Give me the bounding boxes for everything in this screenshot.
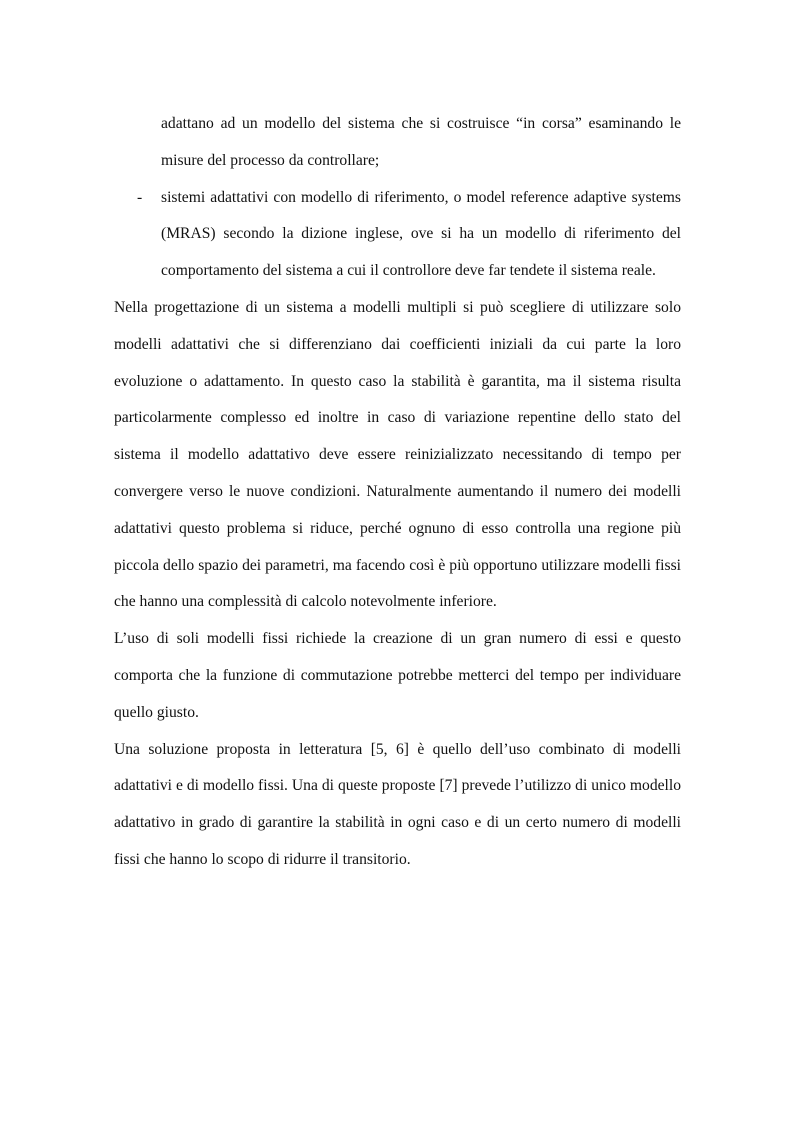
list-item bbox=[114, 180, 681, 290]
paragraph-fixed-models: L’uso di soli modelli fissi richiede la creazione di un gran numero di essi e questo comporta che la funzione di commutazione potrebbe metterci del tempo per individuare quello giusto. bbox=[114, 630, 681, 721]
list-item-continuation: adattano ad un modello del sistema che si costruisce “in corsa” esaminando le misure del processo da controllare; bbox=[161, 115, 681, 169]
page-body bbox=[114, 106, 681, 879]
list-item-text: sistemi adattativi con modello di riferimento, o model reference adaptive systems (MRAS) secondo la dizione inglese, ove si ha un modello di riferimento del comportamento del sistema a cui il controllore deve far tendete il sistema reale. bbox=[161, 188, 681, 280]
paragraph-multiple-models: Nella progettazione di un sistema a modelli multipli si può scegliere di utilizzare solo modelli adattativi che si differenziano dai coefficienti iniziali da cui parte la loro evoluzione o adattamento. In questo caso la stabilità è garantita, ma il sistema risulta particolarmente complesso ed inoltre in caso di variazione repentine dello stato del sistema il modello adattativo deve essere reinizializzato necessitando di tempo per convergere verso le nuove condizioni. Naturalmente aumentando il numero dei modelli adattativi questo problema si riduce, perché ognuno di esso controlla una regione più piccola dello spazio dei parametri, ma facendo così è più opportuno utilizzare modelli fissi che hanno una complessità di calcolo notevolmente inferiore. bbox=[114, 298, 681, 611]
list-bullet: - bbox=[137, 188, 143, 206]
paragraph-combined-solution: Una soluzione proposta in letteratura [5, 6] è quello dell’uso combinato di modelli adattativi e di modello fissi. Una di queste proposte [7] prevede l’utilizzo di unico modello adattativo in grado di garantire la stabilità in ogni caso e di un certo numero di modelli fissi che hanno lo scopo di ridurre il transitorio. bbox=[114, 740, 681, 868]
